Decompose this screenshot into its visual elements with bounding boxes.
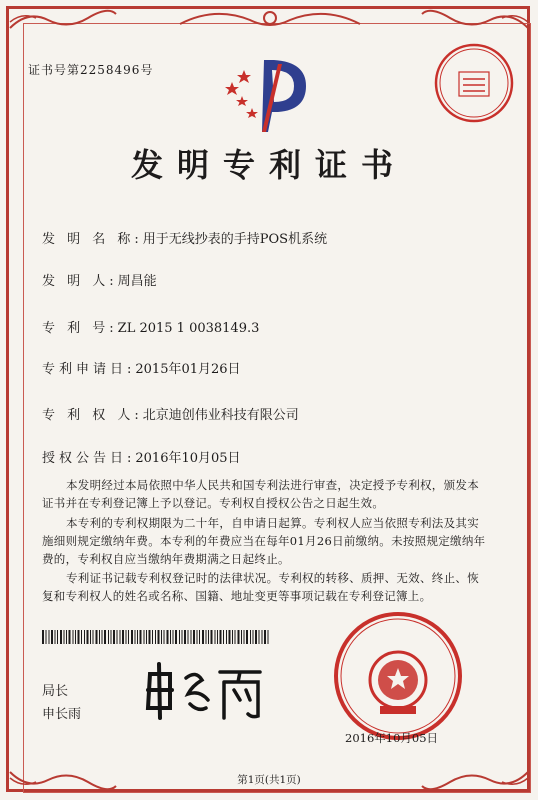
tax-stamp-icon: [433, 42, 515, 124]
director-signature-icon: [140, 660, 270, 722]
certificate-number: 证书号第2258496号: [28, 63, 154, 77]
field-inventor: [42, 270, 157, 289]
patent-office-logo-icon: [222, 52, 322, 134]
field-value: ZL 2015 1 0038149.3: [117, 321, 260, 336]
top-ornament-icon: [175, 6, 365, 32]
corner-ornament-icon: [8, 8, 118, 30]
field-value: 周昌能: [117, 274, 157, 289]
barcode-icon: [42, 630, 270, 644]
field-label: 发 明 人:: [42, 274, 118, 289]
body-paragraph: 本专利的专利权期限为二十年，自申请日起算。专利权人应当依照专利法及其实施细则规定缴纳年费。本专利的年费应当在每年01月26日前缴纳。未按照规定缴纳年费的，专利权自应当缴纳年费期满之日起终止。: [42, 516, 486, 566]
body-paragraph: 专利证书记载专利权登记时的法律状况。专利权的转移、质押、无效、终止、恢复和专利权人的姓名或名称、国籍、地址变更等事项记载在专利登记簿上。: [42, 571, 479, 603]
certificate-title: 发明专利证书: [130, 146, 407, 184]
field-label: 专 利 号:: [42, 321, 118, 336]
field-label: 授权公告日:: [42, 451, 136, 466]
field-invention-name: [42, 228, 327, 247]
field-grant-date: [42, 447, 241, 466]
field-label: 专利申请日:: [42, 362, 136, 377]
body-paragraph: 本发明经过本局依照中华人民共和国专利法进行审查，决定授予专利权，颁发本证书并在专利登记簿上予以登记。专利权自授权公告之日起生效。: [42, 478, 479, 510]
director-name: 申长雨: [42, 707, 82, 722]
page-number: 第1页(共1页): [237, 774, 301, 786]
issue-date: 2016年10月05日: [345, 731, 439, 745]
director-title: 局长: [42, 684, 69, 699]
official-seal-icon: [332, 610, 464, 742]
field-application-date: [42, 358, 241, 377]
field-value: 用于无线抄表的手持POS机系统: [142, 232, 328, 247]
field-label: 发 明 名 称:: [42, 232, 143, 247]
field-value: 2016年10月05日: [135, 451, 241, 466]
field-patent-number: [42, 317, 259, 336]
field-value: 北京迪创伟业科技有限公司: [142, 408, 299, 423]
corner-ornament-icon: [420, 8, 530, 30]
field-patentee: [42, 404, 299, 423]
field-value: 2015年01月26日: [135, 362, 241, 377]
field-label: 专 利 权 人:: [42, 408, 143, 423]
